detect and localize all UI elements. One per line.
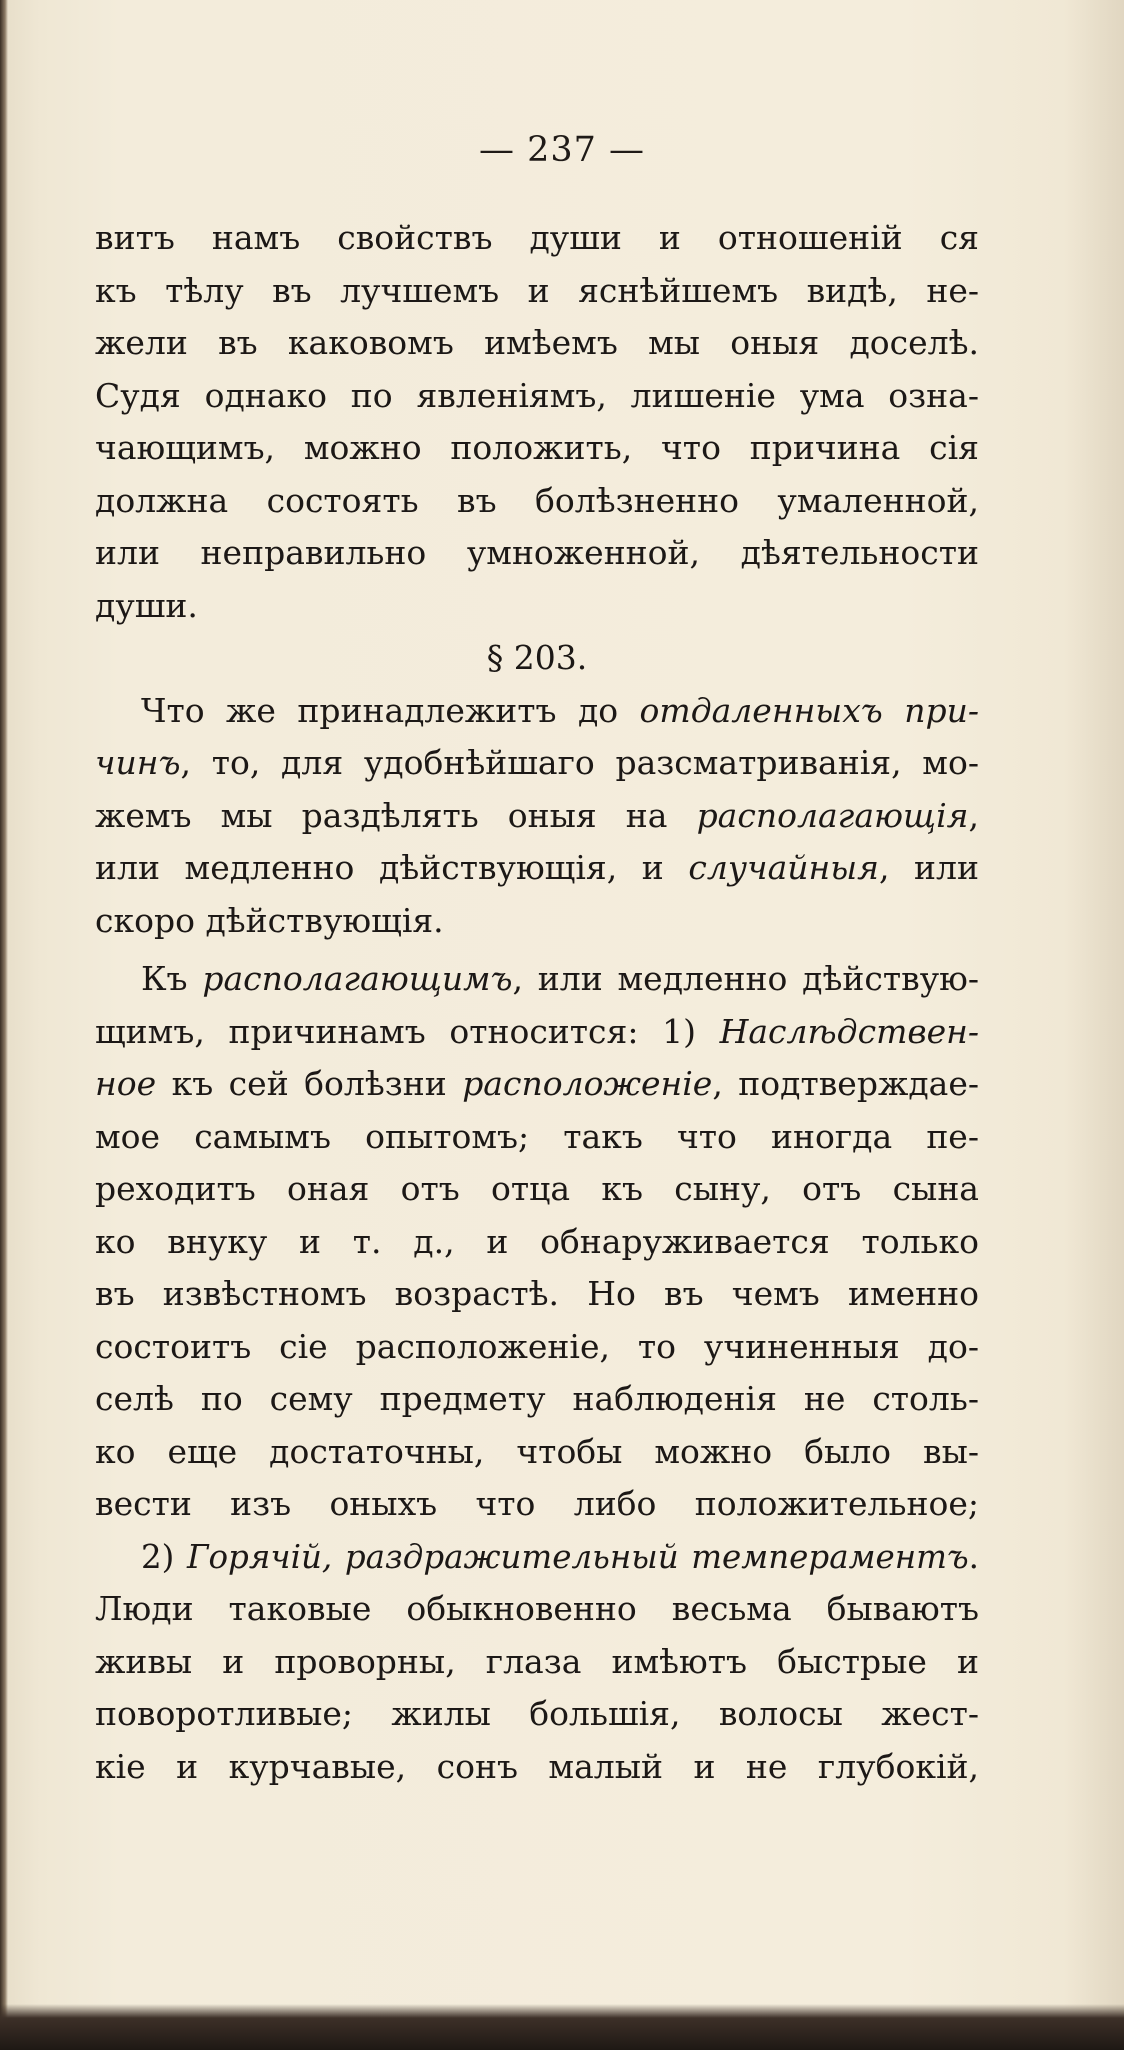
- text-line: реходитъ оная отъ отца къ сыну, отъ сына: [95, 1169, 979, 1208]
- text-line: [95, 790, 979, 843]
- italic-term: случайныя: [688, 848, 879, 887]
- text-line: въ извѣстномъ возрастѣ. Но въ чемъ именно: [95, 1274, 979, 1313]
- text-line: [95, 1006, 979, 1059]
- text-line: жели въ каковомъ имѣемъ мы оныя доселѣ.: [95, 323, 979, 362]
- text-line: [95, 1058, 979, 1111]
- text-line: чающимъ, можно положить, что причина сія: [95, 428, 979, 467]
- page-binding-edge: [0, 0, 8, 2050]
- text-run: жемъ мы раздѣлять оныя на: [95, 795, 697, 835]
- text-line: живы и проворны, глаза имѣютъ быстрые и: [95, 1641, 979, 1681]
- text-line: къ тѣлу въ лучшемъ и яснѣйшемъ видѣ, не-: [95, 270, 979, 310]
- page-shading: [1064, 0, 1124, 2050]
- text-run: .: [968, 1537, 979, 1576]
- text-run: ,: [968, 795, 979, 835]
- italic-term: располагающимъ: [202, 959, 513, 998]
- text-run: Что же принадлежитъ до: [141, 690, 640, 730]
- italic-term: отдаленныхъ при-: [639, 690, 979, 730]
- text-line: скоро дѣйствующія.: [95, 900, 444, 940]
- text-line: [95, 685, 979, 738]
- text-run: , то, для удобнѣйшаго разсматриванія, мо-: [180, 743, 979, 782]
- page-number: — 237 —: [478, 130, 646, 170]
- text-line: [95, 737, 979, 790]
- text-line: Судя однако по явленіямъ, лишеніе ума озна-: [95, 375, 979, 415]
- text-line: мое самымъ опытомъ; такъ что иногда пе-: [95, 1116, 979, 1156]
- page-text: [95, 212, 979, 1793]
- text-line: [95, 1531, 979, 1584]
- text-line: ко еще достаточны, чтобы можно было вы-: [95, 1431, 979, 1471]
- text-line: [95, 842, 979, 895]
- text-run: , или: [878, 848, 980, 887]
- page-bottom-edge: [0, 2004, 1124, 2050]
- italic-term: Горячій, раздражительный темпераментъ: [186, 1537, 969, 1576]
- text-line: или неправильно умноженной, дѣятельности: [95, 533, 979, 572]
- text-line: поворотливые; жилы большія, волосы жест-: [95, 1694, 979, 1733]
- text-line: витъ намъ свойствъ души и отношеній ся: [95, 218, 979, 257]
- text-line: состоитъ сіе расположеніе, то учиненныя до-: [95, 1326, 979, 1366]
- text-line: Люди таковые обыкновенно весьма бываютъ: [95, 1589, 979, 1628]
- italic-term: чинъ: [95, 743, 181, 782]
- text-line: вести изъ оныхъ что либо положительное;: [95, 1484, 979, 1523]
- text-line: ко внуку и т. д., и обнаруживается только: [95, 1221, 979, 1261]
- text-run: или медленно дѣйствующія, и: [95, 848, 689, 887]
- text-run: , подтверждае-: [712, 1064, 979, 1103]
- section-heading: § 203.: [486, 638, 588, 677]
- text-run: 2): [141, 1537, 187, 1576]
- text-line: души.: [95, 585, 198, 625]
- text-run: щимъ, причинамъ относится: 1): [95, 1011, 720, 1051]
- italic-term: расположеніе: [462, 1064, 713, 1103]
- text-line: кіе и курчавые, сонъ малый и не глубокій,: [95, 1746, 979, 1786]
- text-run: къ сей болѣзни: [156, 1064, 463, 1103]
- text-line: селѣ по сему предмету наблюденія не столь-: [95, 1379, 979, 1418]
- italic-term: Наслѣдствен-: [719, 1011, 979, 1051]
- italic-term: ное: [95, 1064, 157, 1103]
- text-run: Къ: [141, 959, 203, 998]
- text-line: [95, 953, 979, 1006]
- text-line: должна состоять въ болѣзненно умаленной,: [95, 480, 979, 520]
- text-run: , или медленно дѣйствую-: [512, 959, 980, 998]
- italic-term: располагающія: [696, 795, 969, 835]
